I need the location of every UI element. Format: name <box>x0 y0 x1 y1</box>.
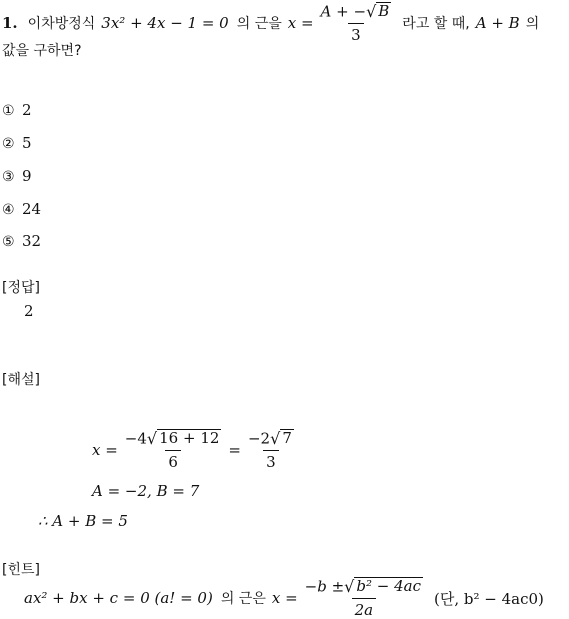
choice-5-value: 32 <box>22 232 42 250</box>
root-fraction: A + − √ B 3 <box>320 1 390 44</box>
choice-3-mark: ③ <box>2 169 15 185</box>
hint-korean: 의 근은 <box>220 591 266 607</box>
solution-fraction-2: −2 √ 7 3 <box>247 428 292 471</box>
choice-1-mark: ① <box>2 103 15 119</box>
solution-lhs: x = <box>92 441 118 459</box>
root-sqrt-arg: B <box>378 2 390 21</box>
solution-den1: 6 <box>165 450 181 471</box>
choice-2[interactable] <box>2 133 32 152</box>
answer-label: [정답] <box>2 280 40 296</box>
question-line-2: 값을 구하면? <box>2 43 82 59</box>
question-line-1 <box>2 1 540 44</box>
root-lhs: x = <box>287 14 314 32</box>
question-text-a: 이차방정식 <box>27 16 96 32</box>
solution-line-3: ∴ A + B = 5 <box>38 512 128 530</box>
choice-5-mark: ⑤ <box>2 234 15 250</box>
solution-sqrt2-arg: 7 <box>282 429 292 448</box>
hint-num-prefix: −b ± <box>304 577 345 596</box>
question-equation: 3x² + 4x − 1 = 0 <box>101 14 229 32</box>
root-denominator: 3 <box>348 23 364 44</box>
question-sum-expr: A + B <box>475 14 520 32</box>
choice-2-value: 5 <box>22 134 32 152</box>
hint-label: [힌트] <box>2 562 40 578</box>
choice-2-mark: ② <box>2 136 15 152</box>
hint-line <box>24 578 544 618</box>
hint-sqrt-arg: b² − 4ac <box>356 577 421 596</box>
solution-num1-prefix: −4 <box>124 429 147 448</box>
solution-sqrt1-arg: 16 + 12 <box>159 429 220 448</box>
choice-1[interactable] <box>2 100 32 119</box>
hint-lhs: x = <box>271 589 298 607</box>
solution-den2: 3 <box>263 450 279 471</box>
root-numerator: A + − <box>320 2 367 21</box>
choice-4-mark: ④ <box>2 202 15 218</box>
hint-expr: ax² + bx + c = 0 (a! = 0) <box>24 589 213 607</box>
question-text-d: 의 <box>525 16 540 32</box>
solution-fraction-1: −4 √ 16 + 12 6 <box>124 428 220 471</box>
choice-5[interactable] <box>2 231 41 250</box>
choice-3-value: 9 <box>22 167 32 185</box>
choice-4-value: 24 <box>22 200 42 218</box>
solution-line-1 <box>92 428 301 472</box>
solution-label: [해설] <box>2 372 40 388</box>
solution-num2-prefix: −2 <box>247 429 271 448</box>
answer-value: 2 <box>24 302 34 320</box>
choice-3[interactable] <box>2 166 32 185</box>
question-text-c: 라고 할 때, <box>402 16 470 32</box>
choice-4[interactable] <box>2 199 41 218</box>
hint-fraction: −b ± √ b² − 4ac 2a <box>304 576 421 619</box>
hint-den: 2a <box>352 598 377 619</box>
hint-tail: (단, b² − 4ac0) <box>433 589 544 608</box>
solution-equals: = <box>228 441 241 459</box>
question-number: 1. <box>2 14 18 32</box>
solution-line-2: A = −2, B = 7 <box>92 482 200 500</box>
question-text-b: 의 근을 <box>236 16 282 32</box>
choice-1-value: 2 <box>22 101 32 119</box>
